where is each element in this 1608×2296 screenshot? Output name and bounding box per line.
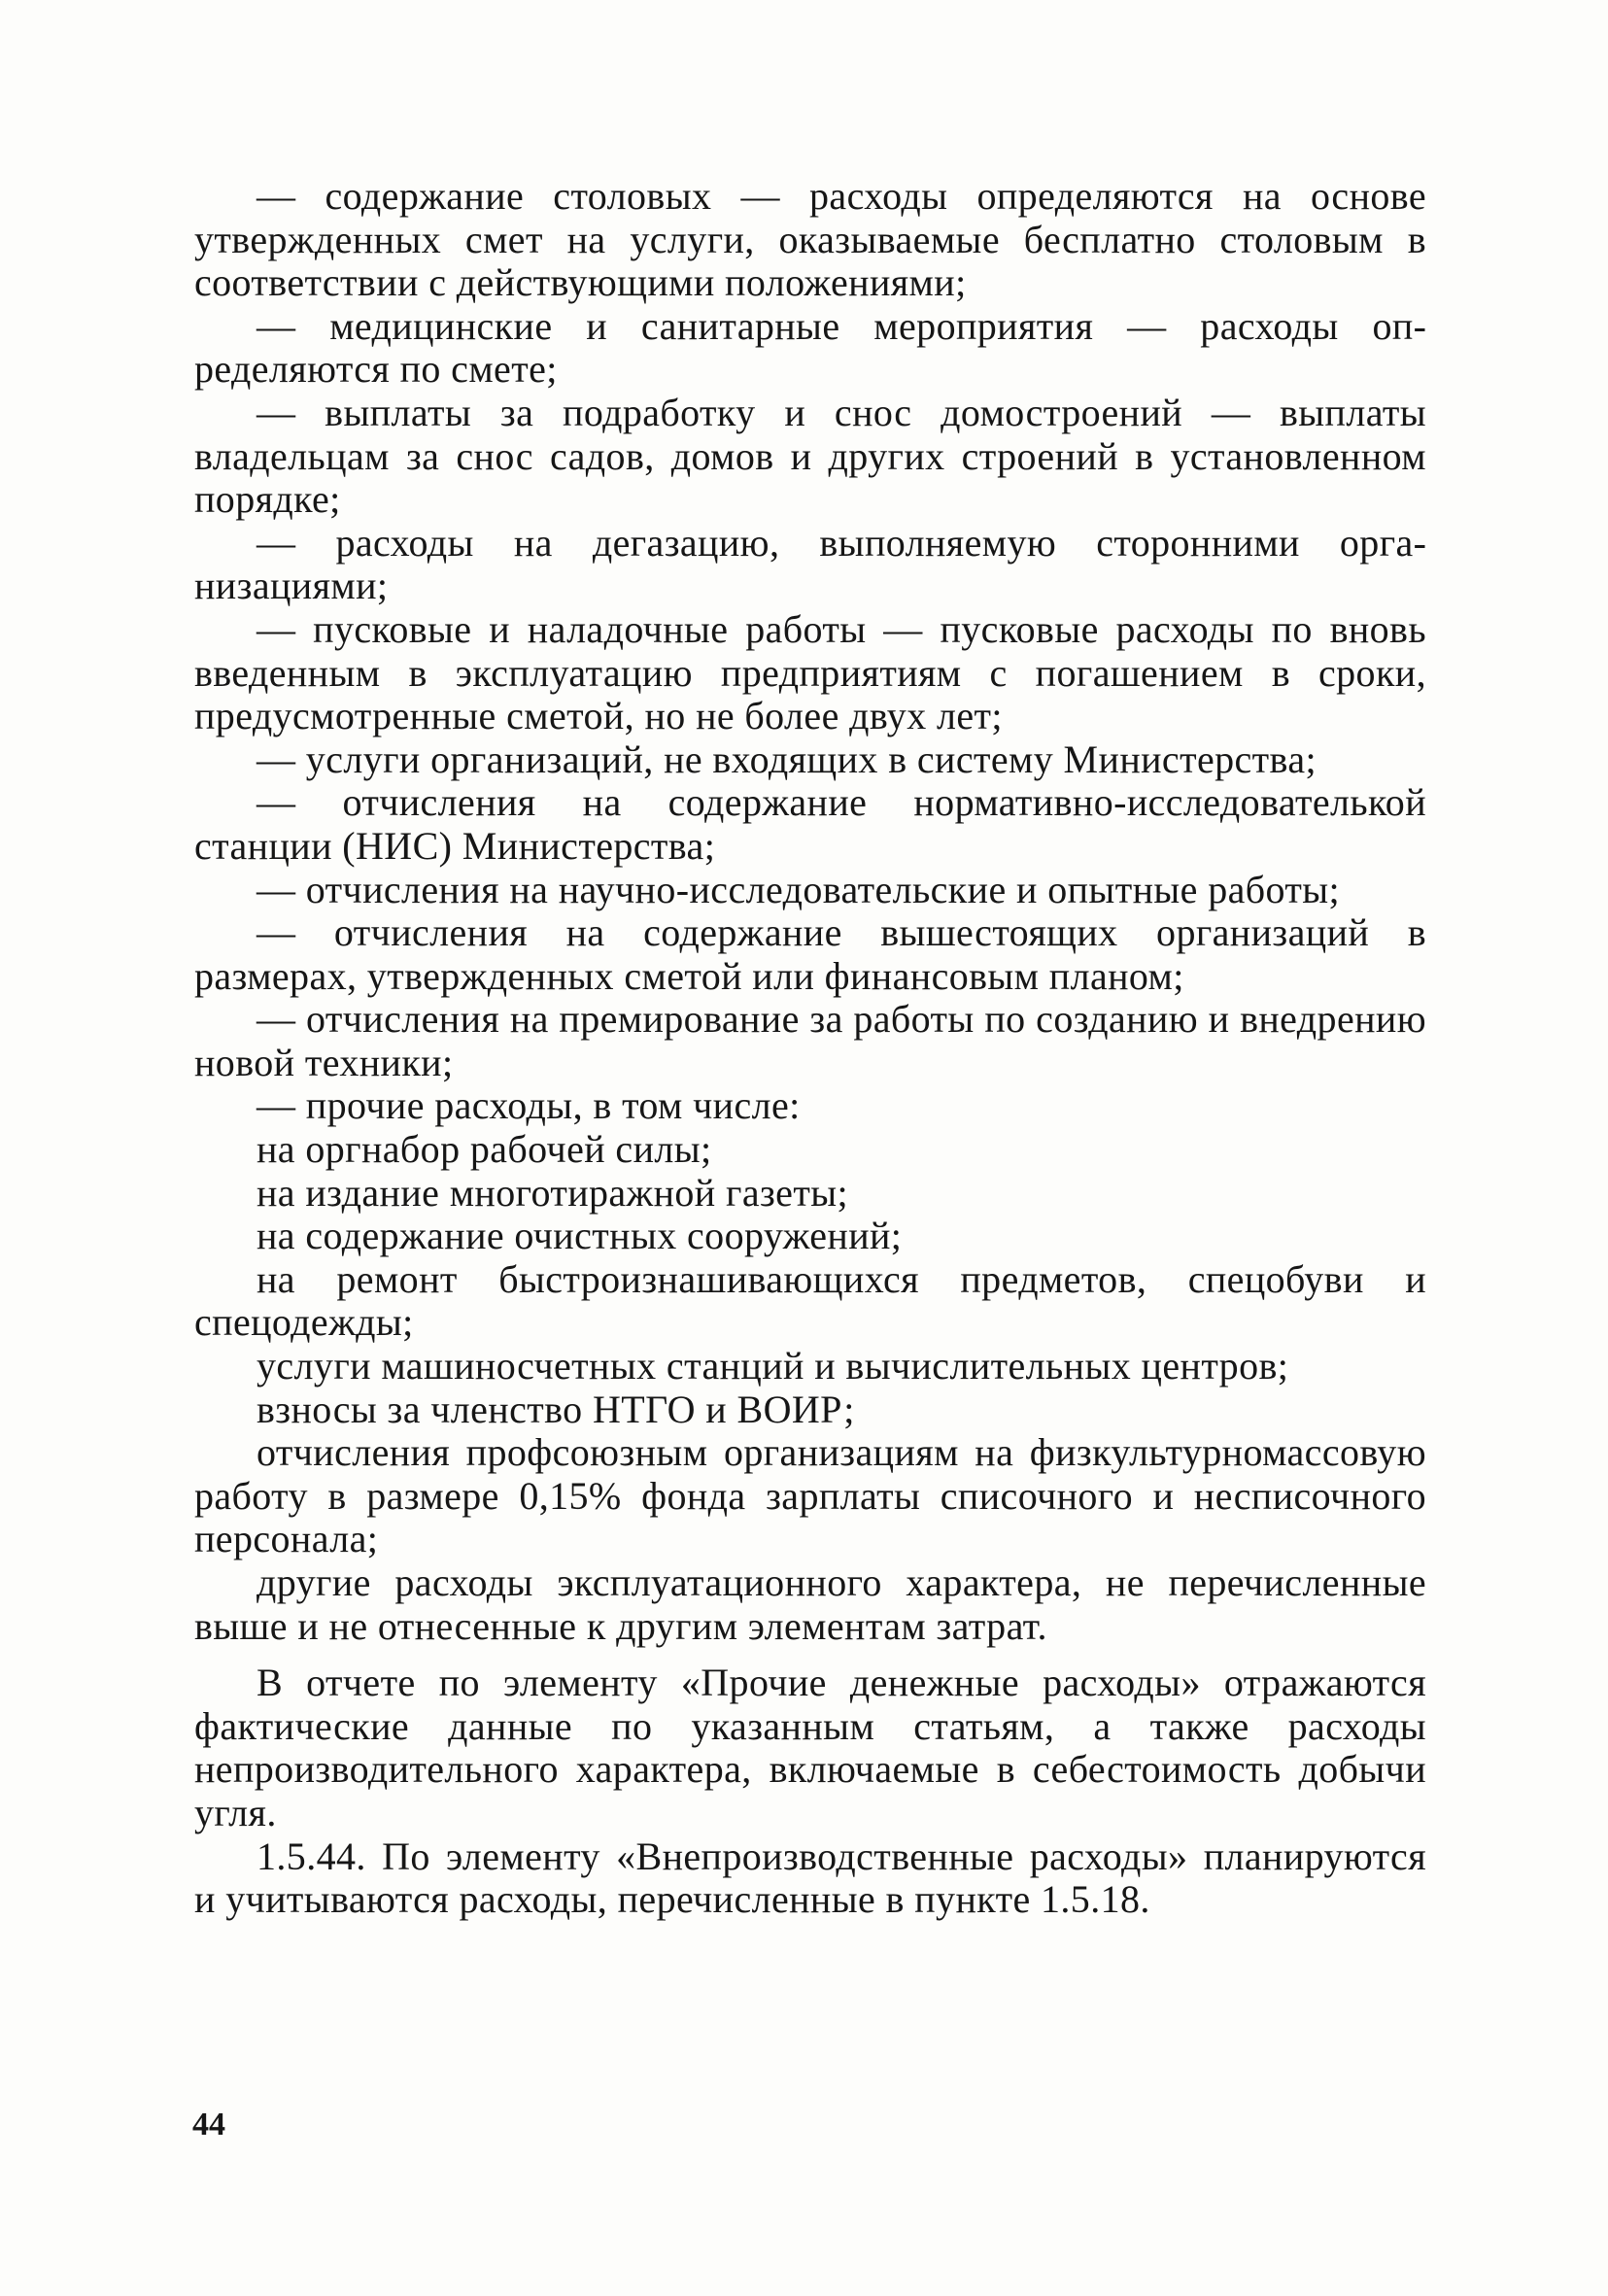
paragraph: на ремонт быстроизнашивающихся предметов, спецобуви и спецодежды;	[194, 1256, 1426, 1345]
paragraph: — отчисления на премирование за работы по созданию и внедрению новой техники;	[194, 997, 1426, 1084]
paragraph: — расходы на дегазацию, выполняемую сторонними организациями;	[194, 520, 1426, 608]
body-text	[194, 175, 1426, 1922]
paragraph: — отчисления на содержание нормативно-исследователькой станции (НИС) Министерства;	[194, 780, 1426, 868]
page-number: 44	[192, 2107, 225, 2142]
paragraph: — выплаты за подработку и снос домостроений — выплаты владельцам за снос садов, домов и других строений в установленном порядке;	[194, 390, 1426, 522]
paragraph: другие расходы эксплуатационного характера, не перечисленные выше и не отнесенные к другим элементам затрат.	[194, 1560, 1426, 1648]
paragraph: — содержание столовых — расходы определяются на основе утвержденных смет на услуги, оказываемые бесплатно столовым в соответствии с действующими положениями;	[194, 174, 1426, 305]
paragraph: отчисления профсоюзным организациям на физкультурномассовую работу в размере 0,15% фонда зарплаты списочного и несписочного персонала;	[194, 1430, 1426, 1561]
paragraph: — отчисления на содержание вышестоящих организаций в размерах, утвержденных сметой или финансовым планом;	[194, 910, 1426, 998]
paragraph: — медицинские и санитарные мероприятия — расходы определяются по смете;	[194, 303, 1426, 392]
paragraph: на издание многотиражной газеты;	[257, 1170, 848, 1215]
paragraph: взносы за членство НТГО и ВОИР;	[257, 1387, 855, 1431]
paragraph: 1.5.44. По элементу «Внепроизводственные расходы» планируются и учитываются расходы, перечисленные в пункте 1.5.18.	[194, 1833, 1426, 1922]
paragraph: на содержание очистных сооружений;	[257, 1214, 903, 1258]
paragraph: — прочие расходы, в том числе:	[257, 1083, 801, 1128]
paragraph: — услуги организаций, не входящих в систему Министерства;	[257, 737, 1317, 781]
paragraph: В отчете по элементу «Прочие денежные расходы» отражаются фактические данные по указанным статьям, а также расходы непроизводительного характера, включаемые в себестоимость добычи угля.	[194, 1661, 1426, 1834]
paragraph: — отчисления на научно-исследовательские и опытные работы;	[257, 867, 1341, 911]
paragraph: услуги машиносчетных станций и вычислительных центров;	[257, 1344, 1289, 1388]
paragraph: на оргнабор рабочей силы;	[257, 1127, 712, 1172]
paragraph: — пусковые и наладочные работы — пусковые расходы по вновь введенным в эксплуатацию предприятиям с погашением в сроки, предусмотренные сметой, но не более двух лет;	[194, 606, 1426, 738]
